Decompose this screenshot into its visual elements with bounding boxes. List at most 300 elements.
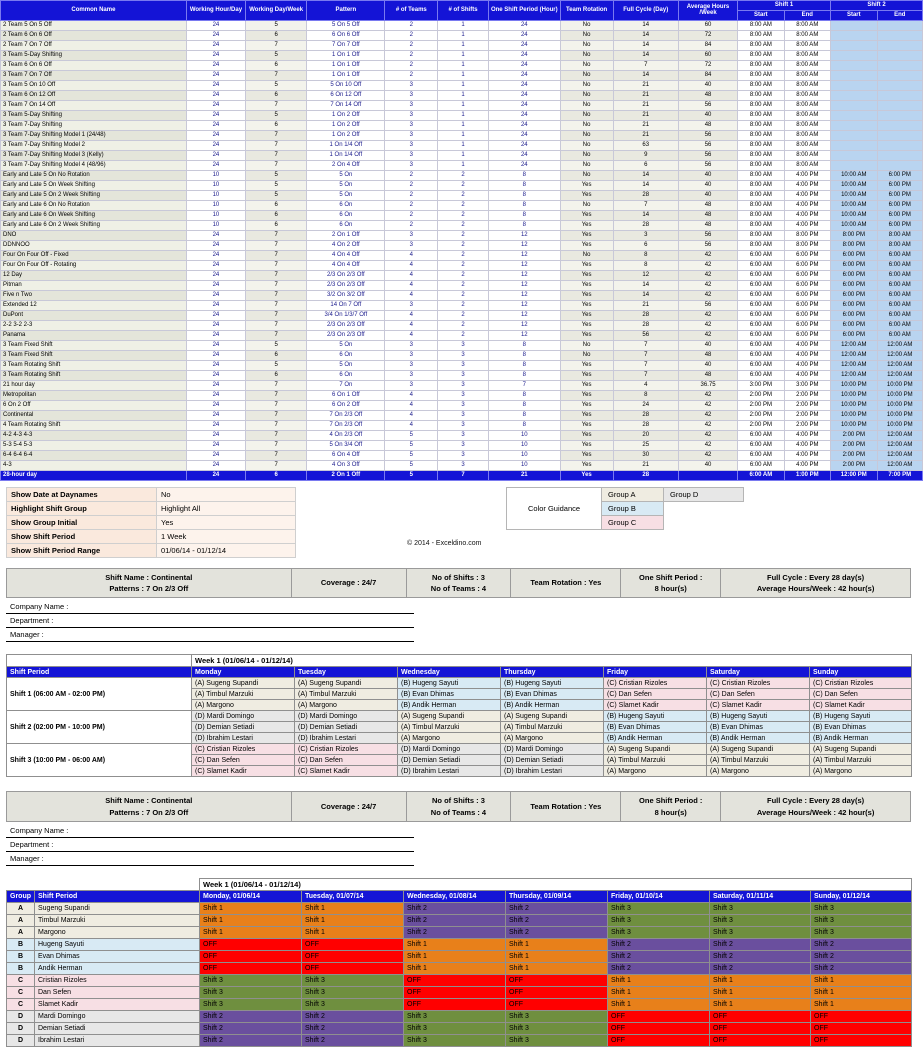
pattern-total-pat: 2 On 1 Off bbox=[307, 470, 385, 480]
pattern-row-name: 3 Team Fixed Shift bbox=[1, 350, 187, 360]
option-row[interactable] bbox=[7, 529, 296, 543]
pattern-cell-wd: 6 bbox=[246, 370, 307, 380]
pattern-cell-wd: 7 bbox=[246, 130, 307, 140]
pattern-row[interactable] bbox=[1, 200, 923, 210]
pattern-cell-avg: 72 bbox=[678, 60, 737, 70]
pattern-cell-period: 8 bbox=[488, 400, 560, 410]
pattern-cell-teams: 4 bbox=[385, 250, 438, 260]
pattern-cell-avg: 42 bbox=[678, 270, 737, 280]
roster-header-shift-period: Shift Period bbox=[7, 667, 192, 678]
pattern-cell-teams: 4 bbox=[385, 290, 438, 300]
pattern-cell-s1e: 8:00 AM bbox=[784, 160, 830, 170]
pattern-cell-s2e bbox=[877, 90, 922, 100]
pattern-cell-wh: 24 bbox=[186, 460, 245, 470]
option-value[interactable]: No bbox=[157, 487, 296, 501]
pattern-cell-s1s: 6:00 AM bbox=[738, 250, 784, 260]
company-info-1[interactable] bbox=[6, 600, 911, 642]
pattern-cell-pat: 5 On bbox=[307, 190, 385, 200]
pattern-cell-s1s: 6:00 AM bbox=[738, 280, 784, 290]
pattern-cell-avg: 42 bbox=[678, 250, 737, 260]
pattern-row[interactable] bbox=[1, 190, 923, 200]
roster-assignment-cell: (D) Ibrahim Lestari bbox=[501, 766, 604, 777]
summary-table-2 bbox=[6, 791, 911, 822]
pattern-cell-s1s: 8:00 AM bbox=[738, 100, 784, 110]
pattern-row[interactable] bbox=[1, 300, 923, 310]
options-table[interactable] bbox=[6, 487, 296, 558]
pattern-cell-wh: 24 bbox=[186, 70, 245, 80]
pattern-row[interactable] bbox=[1, 90, 923, 100]
pattern-cell-wd: 5 bbox=[246, 170, 307, 180]
pattern-row[interactable] bbox=[1, 130, 923, 140]
pattern-cell-rot: No bbox=[560, 110, 613, 120]
pattern-cell-shifts: 3 bbox=[438, 440, 489, 450]
roster-assignment-cell: (C) Cristian Rizoles bbox=[604, 678, 707, 689]
pattern-row[interactable] bbox=[1, 160, 923, 170]
shift-pattern-table bbox=[0, 0, 923, 481]
pattern-cell-s2e bbox=[877, 60, 922, 70]
pattern-row-name: 3 Team 5-Day Shifting bbox=[1, 110, 187, 120]
pattern-cell-wd: 6 bbox=[246, 350, 307, 360]
option-row[interactable] bbox=[7, 543, 296, 557]
roster-assignment-cell: (A) Sugeng Supandi bbox=[707, 744, 810, 755]
roster-assignment-cell: (B) Hugeng Sayuti bbox=[810, 711, 912, 722]
pattern-cell-s2s: 6:00 PM bbox=[831, 260, 877, 270]
schedule-shift-cell: Shift 1 bbox=[710, 974, 811, 986]
pattern-row-name: 4 Team Rotating Shift bbox=[1, 420, 187, 430]
pattern-row[interactable] bbox=[1, 320, 923, 330]
pattern-cell-wh: 24 bbox=[186, 100, 245, 110]
pattern-row-name: Extended 12 bbox=[1, 300, 187, 310]
pattern-row-name: Metropolitan bbox=[1, 390, 187, 400]
pattern-cell-shifts: 2 bbox=[438, 290, 489, 300]
pattern-row[interactable] bbox=[1, 230, 923, 240]
schedule-shift-cell: Shift 3 bbox=[404, 1034, 506, 1046]
pattern-cell-teams: 2 bbox=[385, 190, 438, 200]
pattern-cell-wh: 24 bbox=[186, 340, 245, 350]
roster-assignment-cell: (B) Andik Herman bbox=[604, 733, 707, 744]
pattern-cell-s2s bbox=[831, 110, 877, 120]
pattern-cell-wh: 24 bbox=[186, 310, 245, 320]
pattern-cell-wh: 24 bbox=[186, 320, 245, 330]
pattern-cell-shifts: 2 bbox=[438, 210, 489, 220]
pattern-total-s2s: 12:00 PM bbox=[831, 470, 877, 480]
pattern-row[interactable] bbox=[1, 170, 923, 180]
pattern-row[interactable] bbox=[1, 310, 923, 320]
pattern-cell-avg: 48 bbox=[678, 200, 737, 210]
pattern-cell-pat: 4 On 2/3 Off bbox=[307, 430, 385, 440]
pattern-row[interactable] bbox=[1, 400, 923, 410]
pattern-cell-wd: 5 bbox=[246, 190, 307, 200]
roster-assignment-cell: (B) Andik Herman bbox=[810, 733, 912, 744]
pattern-cell-pat: 7 On 2/3 Off bbox=[307, 420, 385, 430]
pattern-row[interactable] bbox=[1, 180, 923, 190]
color-guidance-table bbox=[506, 487, 744, 530]
pattern-cell-teams: 2 bbox=[385, 200, 438, 210]
pattern-cell-wh: 24 bbox=[186, 290, 245, 300]
roster-assignment-cell: (B) Hugeng Sayuti bbox=[398, 678, 501, 689]
roster-row[interactable] bbox=[7, 678, 912, 689]
roster-assignment-cell: (D) Mardi Domingo bbox=[192, 711, 295, 722]
pattern-row[interactable] bbox=[1, 120, 923, 130]
pattern-row[interactable] bbox=[1, 30, 923, 40]
pattern-cell-s2s bbox=[831, 120, 877, 130]
pattern-cell-s2e: 6:00 PM bbox=[877, 190, 922, 200]
pattern-cell-cycle: 14 bbox=[613, 170, 678, 180]
pattern-row[interactable] bbox=[1, 100, 923, 110]
pattern-cell-period: 8 bbox=[488, 390, 560, 400]
pattern-cell-s1s: 8:00 AM bbox=[738, 180, 784, 190]
pattern-cell-s2e: 10:00 PM bbox=[877, 380, 922, 390]
pattern-row[interactable] bbox=[1, 390, 923, 400]
option-value[interactable]: 1 Week bbox=[157, 529, 296, 543]
roster-assignment-cell: (A) Sugeng Supandi bbox=[295, 678, 398, 689]
company-name-field-2[interactable] bbox=[84, 824, 414, 838]
company-info-2[interactable] bbox=[6, 824, 911, 866]
pattern-row-name: 3 Team 7-Day Shifting Model 1 (24/48) bbox=[1, 130, 187, 140]
schedule-shift-cell: Shift 2 bbox=[302, 1034, 404, 1046]
summary1-shift-name-cell bbox=[7, 568, 292, 598]
pattern-row[interactable] bbox=[1, 420, 923, 430]
copyright-text: © 2014 - Exceldino.com bbox=[407, 539, 482, 547]
option-label: Show Group Initial bbox=[7, 515, 157, 529]
department-field-2[interactable] bbox=[84, 837, 414, 851]
roster-assignment-cell: (C) Cristian Rizoles bbox=[295, 744, 398, 755]
pattern-cell-shifts: 2 bbox=[438, 270, 489, 280]
pattern-cell-wd: 7 bbox=[246, 100, 307, 110]
pattern-cell-s1s: 6:00 AM bbox=[738, 310, 784, 320]
manager-field-2[interactable] bbox=[84, 851, 414, 865]
pattern-cell-pat: 6 On bbox=[307, 200, 385, 210]
pattern-row-name: 3 Team 6 On 6 Off bbox=[1, 60, 187, 70]
pattern-cell-teams: 4 bbox=[385, 320, 438, 330]
roster-header-day: Monday bbox=[192, 667, 295, 678]
schedule-shift-cell: OFF bbox=[200, 962, 302, 974]
pattern-cell-avg: 42 bbox=[678, 390, 737, 400]
summary-block-1 bbox=[6, 568, 917, 643]
pattern-row[interactable] bbox=[1, 20, 923, 30]
schedule-row[interactable] bbox=[7, 1010, 912, 1022]
pattern-row-name: DNO bbox=[1, 230, 187, 240]
pattern-cell-s2s bbox=[831, 80, 877, 90]
summary1-no-of-teams: No of Teams : 4 bbox=[430, 584, 487, 594]
pattern-cell-period: 24 bbox=[488, 50, 560, 60]
pattern-row[interactable] bbox=[1, 460, 923, 470]
schedule-shift-cell: Shift 3 bbox=[506, 1034, 608, 1046]
pattern-cell-pat: 3/2 On 3/2 Off bbox=[307, 290, 385, 300]
pattern-cell-s2s: 10:00 AM bbox=[831, 210, 877, 220]
pattern-cell-s2e: 6:00 AM bbox=[877, 290, 922, 300]
department-field-1[interactable] bbox=[84, 614, 414, 628]
pattern-row-name: 3 Team Rotating Shift bbox=[1, 370, 187, 380]
pattern-row[interactable] bbox=[1, 210, 923, 220]
pattern-cell-rot: No bbox=[560, 100, 613, 110]
pattern-cell-rot: No bbox=[560, 70, 613, 80]
pattern-row[interactable] bbox=[1, 360, 923, 370]
roster-assignment-cell: (D) Ibrahim Lestari bbox=[398, 766, 501, 777]
manager-field-1[interactable] bbox=[84, 628, 414, 642]
pattern-cell-s1s: 8:00 AM bbox=[738, 140, 784, 150]
pattern-cell-period: 12 bbox=[488, 320, 560, 330]
pattern-cell-period: 8 bbox=[488, 410, 560, 420]
pattern-cell-wd: 7 bbox=[246, 410, 307, 420]
pattern-cell-s2e: 6:00 AM bbox=[877, 300, 922, 310]
options-and-guidance bbox=[0, 487, 923, 558]
color-guidance-title: Color Guidance bbox=[507, 487, 602, 529]
pattern-cell-period: 24 bbox=[488, 110, 560, 120]
summary1-cycle-cell bbox=[721, 568, 911, 598]
pattern-row[interactable] bbox=[1, 150, 923, 160]
pattern-row[interactable] bbox=[1, 220, 923, 230]
schedule-employee-name: Dan Sefen bbox=[35, 986, 200, 998]
schedule-row[interactable] bbox=[7, 902, 912, 914]
pattern-cell-s2e bbox=[877, 70, 922, 80]
roster-assignment-cell: (B) Andik Herman bbox=[707, 733, 810, 744]
pattern-total-wh: 24 bbox=[186, 470, 245, 480]
pattern-cell-s1s: 8:00 AM bbox=[738, 120, 784, 130]
pattern-cell-avg: 48 bbox=[678, 220, 737, 230]
pattern-cell-pat: 6 On 12 Off bbox=[307, 90, 385, 100]
schedule-shift-cell: OFF bbox=[506, 998, 608, 1010]
pattern-cell-rot: No bbox=[560, 90, 613, 100]
pattern-table-body bbox=[1, 20, 923, 480]
roster-assignment-cell: (C) Dan Sefen bbox=[192, 755, 295, 766]
pattern-row-name: Pitman bbox=[1, 280, 187, 290]
pattern-total-s1e: 1:00 PM bbox=[784, 470, 830, 480]
pattern-cell-s1e: 4:00 PM bbox=[784, 170, 830, 180]
legend-spacer-2 bbox=[664, 515, 744, 529]
pattern-row[interactable] bbox=[1, 350, 923, 360]
roster-row[interactable] bbox=[7, 711, 912, 722]
pattern-row[interactable] bbox=[1, 50, 923, 60]
schedule-shift-cell: Shift 3 bbox=[608, 926, 710, 938]
pattern-cell-avg: 40 bbox=[678, 190, 737, 200]
pattern-cell-s2s: 10:00 PM bbox=[831, 400, 877, 410]
roster-assignment-cell: (D) Mardi Domingo bbox=[398, 744, 501, 755]
pattern-cell-s1e: 4:00 PM bbox=[784, 210, 830, 220]
pattern-cell-s2s: 6:00 PM bbox=[831, 290, 877, 300]
schedule-title-spacer-1 bbox=[7, 878, 35, 890]
pattern-cell-s1e: 3:00 PM bbox=[784, 380, 830, 390]
pattern-cell-period: 12 bbox=[488, 260, 560, 270]
pattern-row-name: 6 On 2 Off bbox=[1, 400, 187, 410]
pattern-row[interactable] bbox=[1, 40, 923, 50]
pattern-cell-avg: 42 bbox=[678, 420, 737, 430]
roster-row[interactable] bbox=[7, 744, 912, 755]
pattern-cell-wh: 24 bbox=[186, 300, 245, 310]
option-row[interactable] bbox=[7, 487, 296, 501]
schedule-shift-cell: Shift 1 bbox=[506, 962, 608, 974]
pattern-cell-cycle: 7 bbox=[613, 350, 678, 360]
pattern-cell-period: 24 bbox=[488, 160, 560, 170]
schedule-row[interactable] bbox=[7, 926, 912, 938]
schedule-row[interactable] bbox=[7, 938, 912, 950]
pattern-cell-s1s: 8:00 AM bbox=[738, 240, 784, 250]
option-value[interactable]: 01/06/14 - 01/12/14 bbox=[157, 543, 296, 557]
pattern-cell-shifts: 1 bbox=[438, 150, 489, 160]
pattern-row-name: Four On Four Off - Rotating bbox=[1, 260, 187, 270]
schedule-group-cell: A bbox=[7, 926, 35, 938]
pattern-row[interactable] bbox=[1, 370, 923, 380]
pattern-row[interactable] bbox=[1, 110, 923, 120]
pattern-cell-s2e: 6:00 AM bbox=[877, 330, 922, 340]
pattern-cell-s1e: 8:00 PM bbox=[784, 230, 830, 240]
col-shift1-start: Start bbox=[738, 10, 784, 20]
pattern-cell-wd: 7 bbox=[246, 270, 307, 280]
pattern-cell-s2s: 10:00 AM bbox=[831, 220, 877, 230]
schedule-shift-cell: OFF bbox=[608, 1034, 710, 1046]
pattern-row[interactable] bbox=[1, 250, 923, 260]
pattern-cell-s1s: 8:00 AM bbox=[738, 110, 784, 120]
pattern-row-name: 3 Team 7 On 14 Off bbox=[1, 100, 187, 110]
pattern-cell-period: 12 bbox=[488, 230, 560, 240]
company-name-field-1[interactable] bbox=[84, 600, 414, 614]
pattern-cell-s2s: 10:00 AM bbox=[831, 170, 877, 180]
pattern-cell-shifts: 2 bbox=[438, 190, 489, 200]
pattern-cell-s2s bbox=[831, 60, 877, 70]
option-value[interactable]: Yes bbox=[157, 515, 296, 529]
pattern-cell-shifts: 2 bbox=[438, 170, 489, 180]
pattern-row[interactable] bbox=[1, 70, 923, 80]
schedule-row[interactable] bbox=[7, 962, 912, 974]
col-shift2-start: Start bbox=[831, 10, 877, 20]
pattern-cell-s1s: 8:00 AM bbox=[738, 210, 784, 220]
schedule-row[interactable] bbox=[7, 974, 912, 986]
pattern-cell-cycle: 21 bbox=[613, 120, 678, 130]
pattern-cell-s1e: 4:00 PM bbox=[784, 180, 830, 190]
pattern-cell-s2s: 6:00 PM bbox=[831, 300, 877, 310]
option-value[interactable]: Highlight All bbox=[157, 501, 296, 515]
schedule-row[interactable] bbox=[7, 950, 912, 962]
pattern-cell-period: 10 bbox=[488, 440, 560, 450]
pattern-row[interactable] bbox=[1, 290, 923, 300]
schedule-header-day: Monday, 01/06/14 bbox=[200, 890, 302, 902]
schedule-row[interactable] bbox=[7, 986, 912, 998]
pattern-cell-rot: No bbox=[560, 150, 613, 160]
pattern-row[interactable] bbox=[1, 270, 923, 280]
company-name-label-1: Company Name : bbox=[6, 600, 84, 614]
pattern-cell-avg: 56 bbox=[678, 230, 737, 240]
pattern-cell-s2e bbox=[877, 50, 922, 60]
pattern-cell-wd: 5 bbox=[246, 20, 307, 30]
pattern-cell-teams: 3 bbox=[385, 360, 438, 370]
pattern-cell-s1e: 6:00 PM bbox=[784, 270, 830, 280]
pattern-cell-teams: 3 bbox=[385, 150, 438, 160]
pattern-cell-s2s: 6:00 PM bbox=[831, 250, 877, 260]
option-row[interactable] bbox=[7, 501, 296, 515]
roster-assignment-cell: (D) Demian Setiadi bbox=[501, 755, 604, 766]
pattern-cell-s1s: 6:00 AM bbox=[738, 300, 784, 310]
pattern-row[interactable] bbox=[1, 330, 923, 340]
pattern-cell-teams: 4 bbox=[385, 330, 438, 340]
pattern-cell-s2e bbox=[877, 160, 922, 170]
schedule-row[interactable] bbox=[7, 1034, 912, 1046]
pattern-row[interactable] bbox=[1, 340, 923, 350]
summary1-one-shift-period-label: One Shift Period : bbox=[639, 572, 703, 582]
pattern-row[interactable] bbox=[1, 60, 923, 70]
option-label: Show Date at Daynames bbox=[7, 487, 157, 501]
pattern-cell-wh: 10 bbox=[186, 220, 245, 230]
pattern-row[interactable] bbox=[1, 450, 923, 460]
schedule-row[interactable] bbox=[7, 998, 912, 1010]
pattern-cell-wd: 7 bbox=[246, 380, 307, 390]
pattern-cell-pat: 1 On 1 Off bbox=[307, 60, 385, 70]
summary2-coverage: Coverage : 24/7 bbox=[291, 792, 406, 822]
pattern-cell-s1s: 8:00 AM bbox=[738, 160, 784, 170]
pattern-cell-period: 8 bbox=[488, 170, 560, 180]
pattern-row[interactable] bbox=[1, 380, 923, 390]
summary2-patterns: Patterns : 7 On 2/3 Off bbox=[109, 807, 189, 817]
pattern-row[interactable] bbox=[1, 80, 923, 90]
pattern-cell-s2e: 10:00 PM bbox=[877, 420, 922, 430]
roster-assignment-cell: (B) Evan Dhimas bbox=[604, 722, 707, 733]
roster-assignment-cell: (A) Timbul Marzuki bbox=[810, 755, 912, 766]
pattern-row[interactable] bbox=[1, 140, 923, 150]
pattern-row-name: 2 Team 7 On 7 Off bbox=[1, 40, 187, 50]
company-info-spacer-1 bbox=[414, 600, 911, 614]
schedule-shift-cell: Shift 2 bbox=[506, 914, 608, 926]
pattern-cell-wh: 24 bbox=[186, 350, 245, 360]
schedule-row[interactable] bbox=[7, 914, 912, 926]
pattern-cell-rot: No bbox=[560, 50, 613, 60]
pattern-cell-wh: 24 bbox=[186, 390, 245, 400]
pattern-cell-s2e: 6:00 AM bbox=[877, 320, 922, 330]
pattern-row[interactable] bbox=[1, 440, 923, 450]
pattern-cell-rot: Yes bbox=[560, 210, 613, 220]
pattern-row[interactable] bbox=[1, 430, 923, 440]
company-info-spacer-2 bbox=[414, 614, 911, 628]
pattern-cell-rot: Yes bbox=[560, 410, 613, 420]
pattern-cell-cycle: 14 bbox=[613, 180, 678, 190]
pattern-cell-rot: No bbox=[560, 30, 613, 40]
pattern-row[interactable] bbox=[1, 260, 923, 270]
pattern-cell-s1e: 8:00 AM bbox=[784, 90, 830, 100]
pattern-cell-shifts: 1 bbox=[438, 140, 489, 150]
pattern-cell-rot: No bbox=[560, 200, 613, 210]
schedule-row[interactable] bbox=[7, 1022, 912, 1034]
pattern-row[interactable] bbox=[1, 410, 923, 420]
pattern-cell-shifts: 2 bbox=[438, 320, 489, 330]
pattern-cell-wh: 24 bbox=[186, 120, 245, 130]
pattern-cell-s1e: 4:00 PM bbox=[784, 460, 830, 470]
pattern-cell-cycle: 30 bbox=[613, 450, 678, 460]
pattern-cell-period: 24 bbox=[488, 80, 560, 90]
pattern-row-name: Early and Late 5 On Week Shifting bbox=[1, 180, 187, 190]
pattern-cell-cycle: 7 bbox=[613, 340, 678, 350]
pattern-cell-pat: 14 On 7 Off bbox=[307, 300, 385, 310]
pattern-cell-wh: 24 bbox=[186, 90, 245, 100]
schedule-group-cell: B bbox=[7, 950, 35, 962]
pattern-cell-s2s bbox=[831, 20, 877, 30]
schedule-shift-cell: Shift 3 bbox=[608, 914, 710, 926]
pattern-row[interactable] bbox=[1, 280, 923, 290]
pattern-cell-teams: 3 bbox=[385, 340, 438, 350]
pattern-cell-shifts: 2 bbox=[438, 280, 489, 290]
pattern-cell-cycle: 3 bbox=[613, 230, 678, 240]
weekly-roster-table bbox=[6, 654, 912, 777]
schedule-shift-cell: Shift 3 bbox=[710, 914, 811, 926]
pattern-cell-s1s: 6:00 AM bbox=[738, 260, 784, 270]
option-row[interactable] bbox=[7, 515, 296, 529]
pattern-row[interactable] bbox=[1, 240, 923, 250]
pattern-cell-wh: 24 bbox=[186, 60, 245, 70]
schedule-group-cell: B bbox=[7, 938, 35, 950]
pattern-cell-s1s: 8:00 AM bbox=[738, 60, 784, 70]
roster-assignment-cell: (C) Dan Sefen bbox=[604, 689, 707, 700]
schedule-header-group: Group bbox=[7, 890, 35, 902]
pattern-row-name: 6-4 6-4 6-4 bbox=[1, 450, 187, 460]
pattern-cell-teams: 2 bbox=[385, 50, 438, 60]
roster-assignment-cell: (C) Cristian Rizoles bbox=[192, 744, 295, 755]
